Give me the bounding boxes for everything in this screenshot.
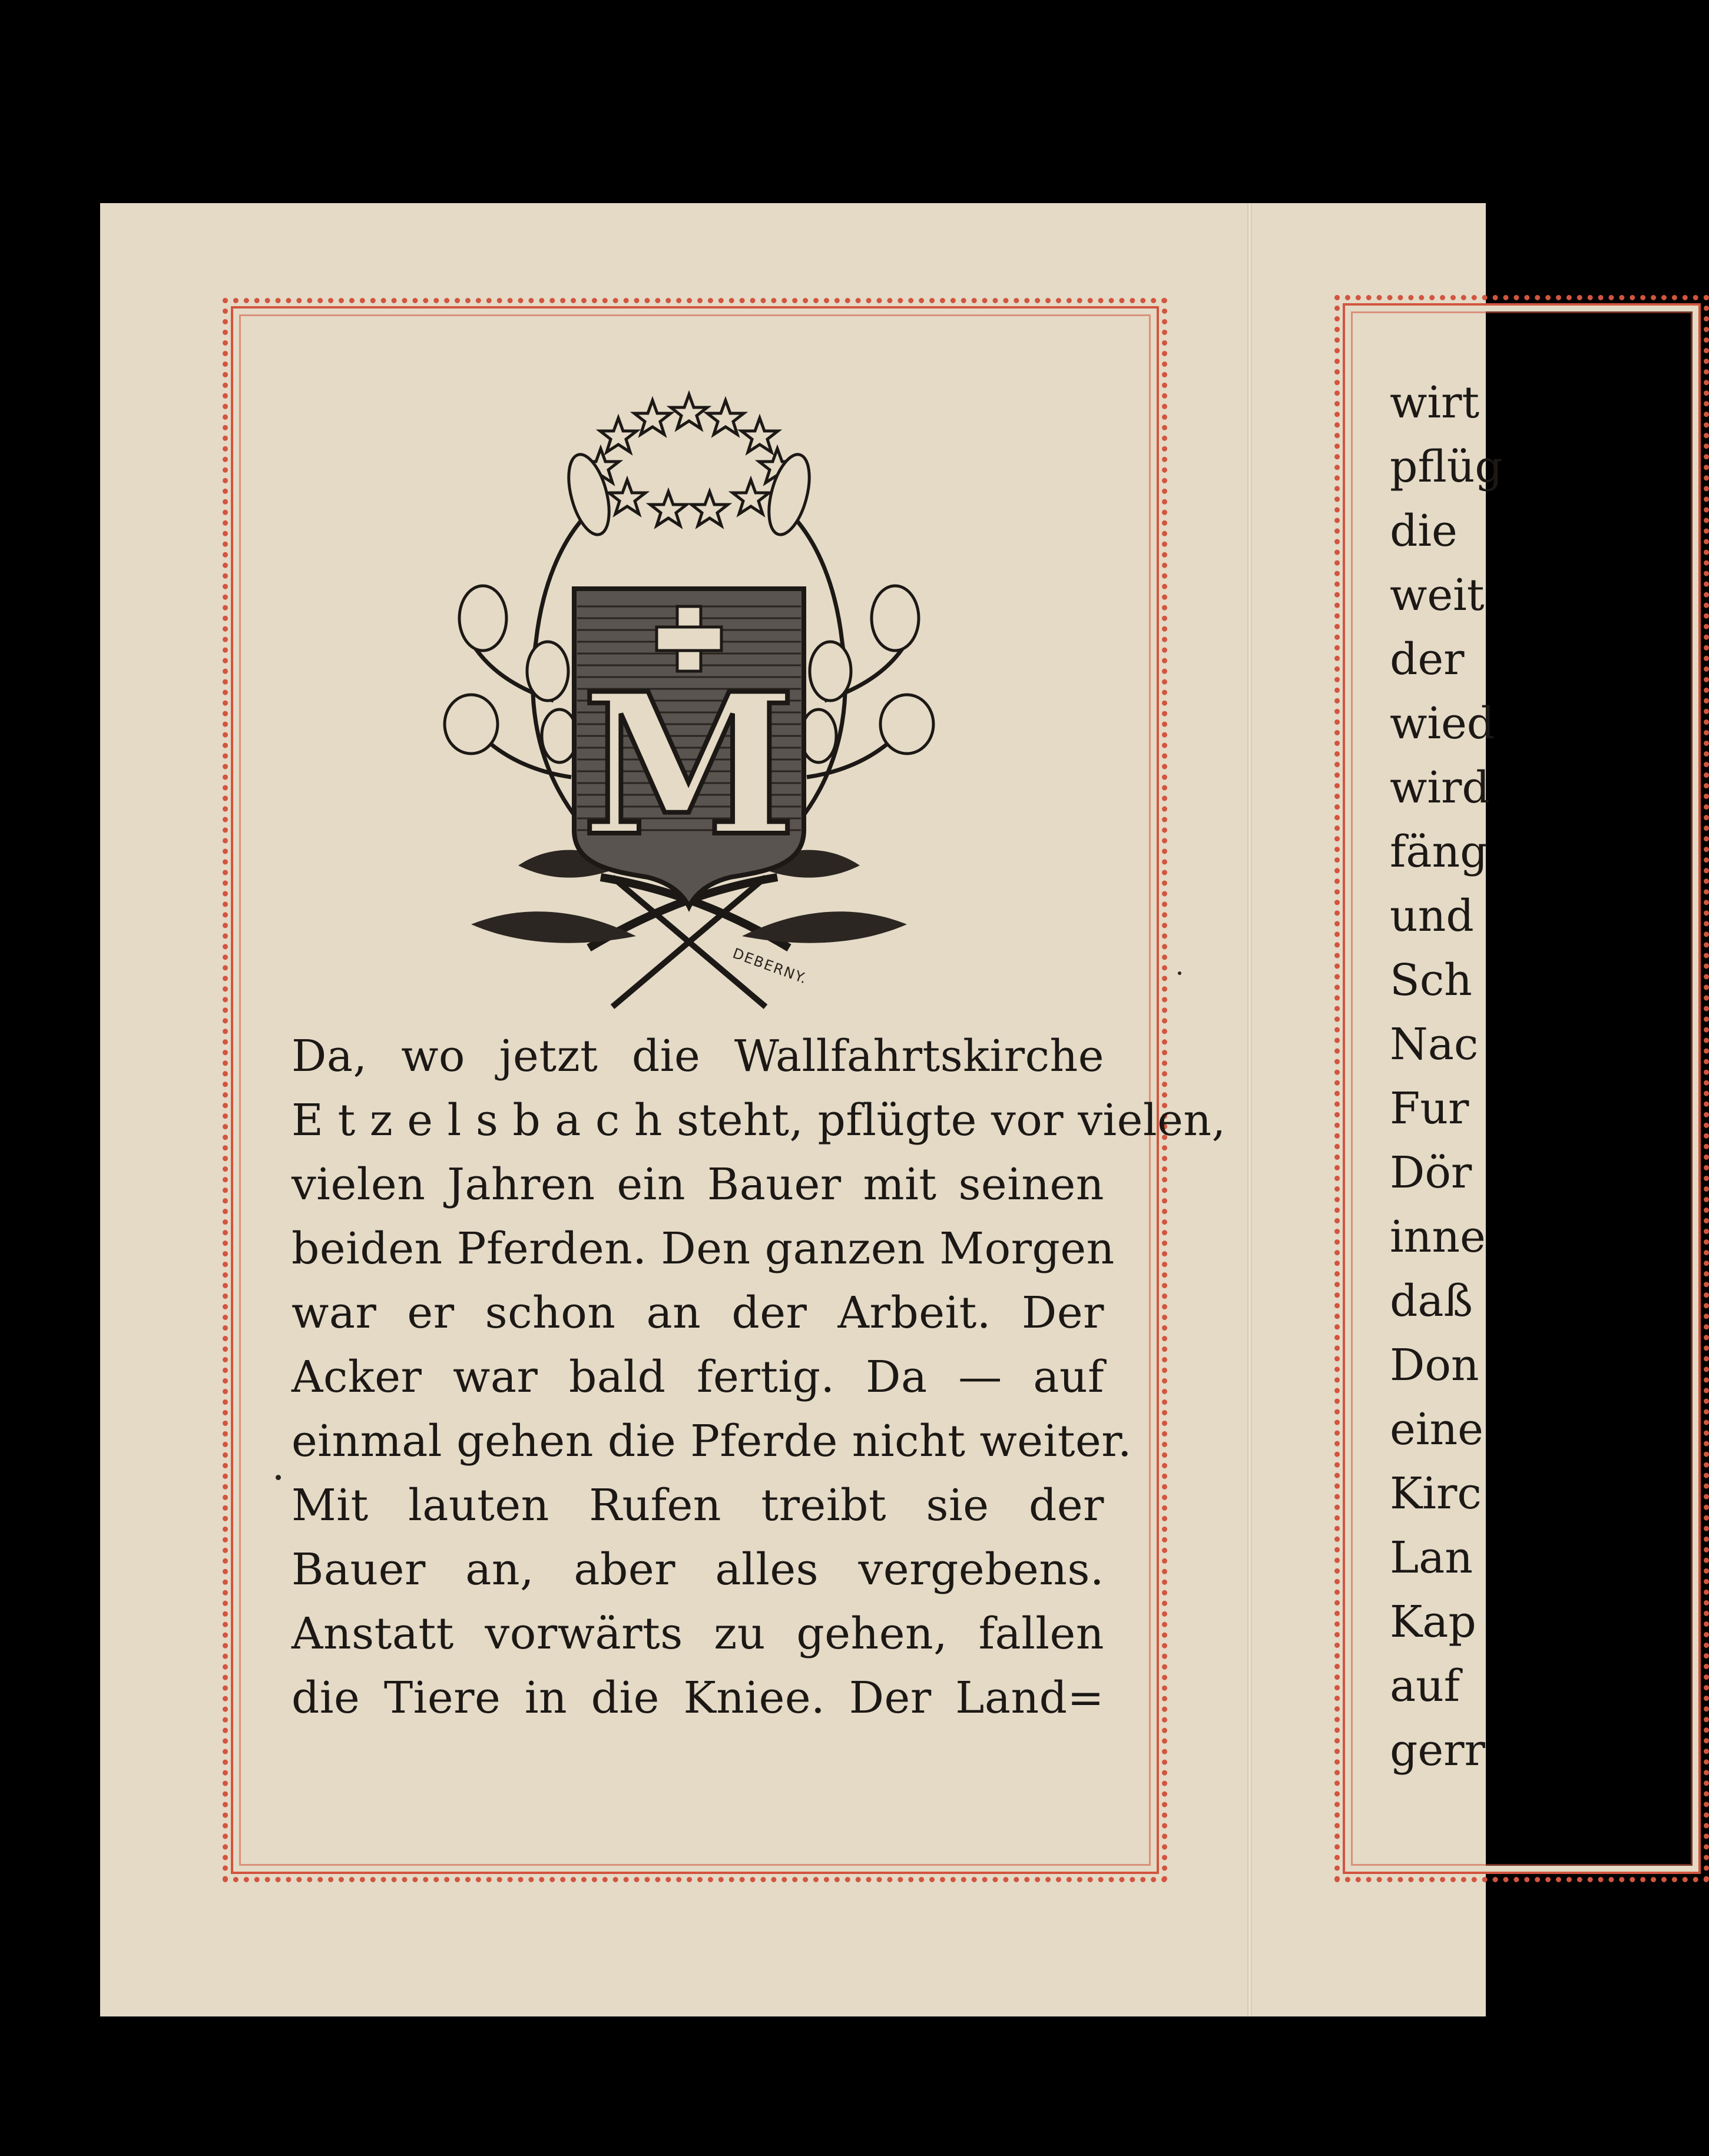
ink-speck	[276, 1475, 281, 1480]
text-line: Acker war bald fertig. Da — auf	[292, 1352, 1104, 1402]
center-fold	[1247, 203, 1252, 2016]
text-line: inne	[1390, 1212, 1486, 1262]
engraver-signature: DEBERNY.	[730, 945, 810, 987]
text-line: die	[1390, 506, 1458, 556]
star-icon	[634, 400, 671, 434]
text-line: daß	[1390, 1276, 1473, 1326]
text-line: Da, wo jetzt die Wallfahrtskirche	[292, 1031, 1104, 1082]
text-line: wirt	[1390, 377, 1480, 428]
text-line: weit	[1390, 570, 1485, 621]
text-line: Don	[1390, 1340, 1479, 1391]
text-line: wird	[1390, 762, 1490, 813]
text-line: Kap	[1390, 1597, 1476, 1647]
text-line: fäng	[1390, 827, 1488, 877]
text-line: Sch	[1390, 955, 1472, 1006]
text-line: die Tiere in die Kniee. Der Land=	[292, 1673, 1104, 1723]
star-wreath	[582, 394, 796, 526]
text-line: Dör	[1390, 1147, 1472, 1198]
star-icon	[600, 418, 637, 452]
text-line: einmal gehen die Pferde nicht weiter.	[292, 1416, 1132, 1467]
text-line: war er schon an der Arbeit. Der	[292, 1288, 1104, 1338]
marian-crest-emblem	[400, 394, 978, 1024]
star-icon	[691, 492, 728, 526]
star-icon	[741, 418, 778, 452]
text-line: pflüg	[1390, 442, 1503, 492]
star-icon	[671, 394, 707, 429]
text-line: gerr	[1390, 1725, 1485, 1776]
text-line: Nac	[1390, 1019, 1479, 1070]
monogram: M	[581, 651, 797, 879]
shield	[574, 589, 804, 907]
text-line: eine	[1390, 1404, 1483, 1455]
ink-speck	[1178, 971, 1181, 975]
text-line: der	[1390, 634, 1465, 685]
star-icon	[650, 492, 687, 526]
text-line: beiden Pferden. Den ganzen Morgen	[292, 1223, 1115, 1274]
text-line: Anstatt vorwärts zu gehen, fallen	[292, 1608, 1104, 1659]
text-line: Fur	[1390, 1083, 1469, 1134]
text-line: auf	[1390, 1661, 1460, 1711]
text-line: E t z e l s b a c h steht, pflügte vor vielen,	[292, 1095, 1226, 1146]
star-icon	[707, 400, 744, 434]
text-line: vielen Jahren ein Bauer mit seinen	[292, 1159, 1104, 1210]
right-page-text-fragment	[1390, 371, 1625, 1783]
text-line: wied	[1390, 698, 1495, 749]
left-page-text	[292, 1024, 1226, 1730]
text-line: und	[1390, 891, 1474, 941]
text-line: Mit lauten Rufen treibt sie der	[292, 1480, 1104, 1531]
text-line: Lan	[1390, 1533, 1473, 1583]
prayer-card-sheet	[100, 203, 1503, 2016]
text-line: Bauer an, aber alles vergebens.	[292, 1544, 1104, 1595]
text-line: Kirc	[1390, 1468, 1482, 1519]
